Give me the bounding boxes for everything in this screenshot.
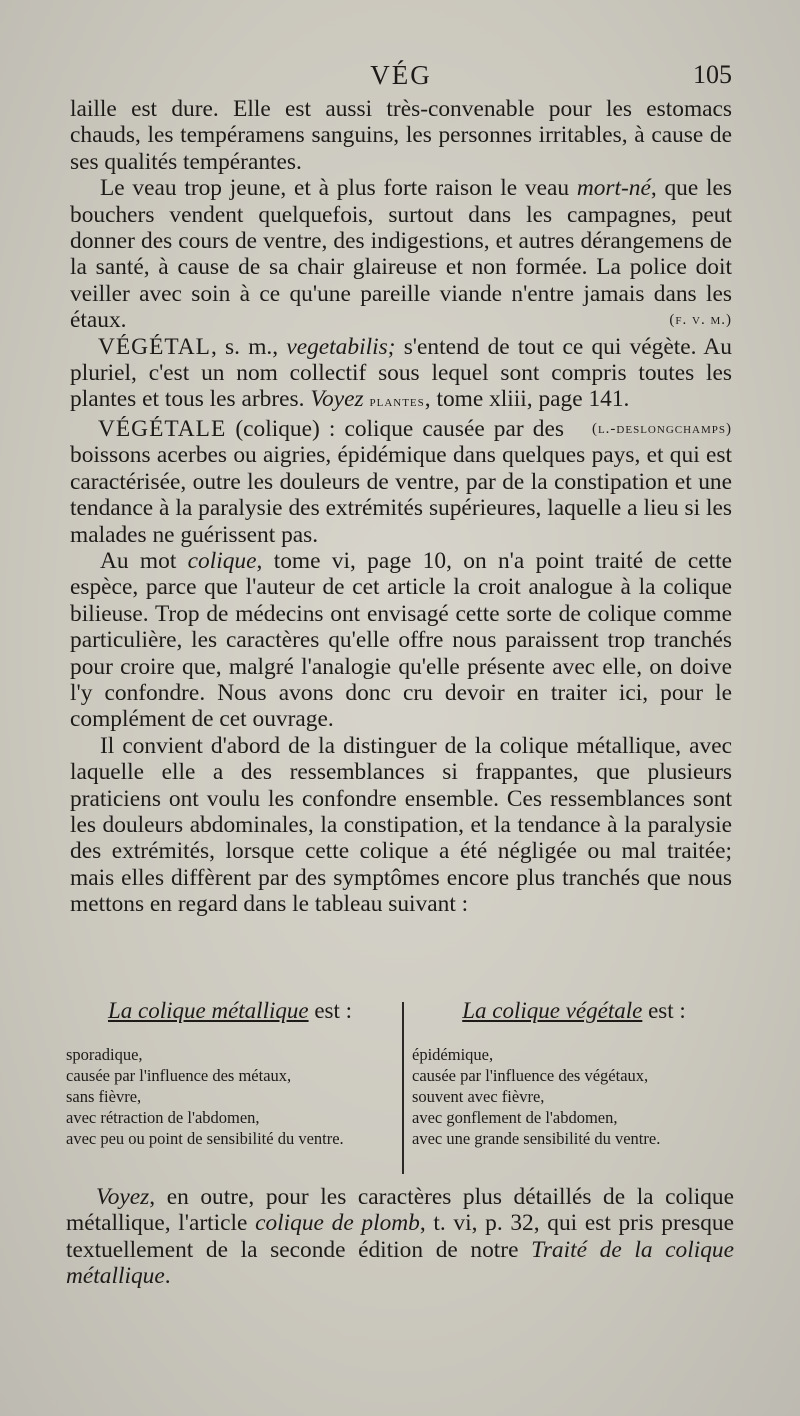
author-signature: (f. v. m.) <box>669 312 732 329</box>
italic-term: colique de plomb <box>255 1210 420 1237</box>
column-heading <box>412 998 736 1024</box>
italic-term: vegetabilis; <box>286 333 396 360</box>
paragraph-text: . <box>164 1263 171 1290</box>
paragraph-veal-young <box>70 175 732 333</box>
voyez-label: Voyez <box>96 1184 150 1210</box>
symptom-list <box>412 1044 736 1149</box>
column-heading-italic: La colique métallique <box>107 998 309 1023</box>
list-item: sporadique, <box>66 1045 143 1064</box>
entry-text: , s. m., <box>210 333 279 360</box>
paragraph-text: Au mot <box>100 547 177 574</box>
paragraph-text: , tome vi, page 10, on n'a point traité de cette espèce, parce que l'auteur de cet article la croit analogue à la colique bilieuse. Trop de médecins ont envisagé cette sorte de colique comme particulière, les caractères qu'elle offre nous paraissent trop tranchés pour croire que, malgré l'analogie qu'elle présente avec elle, on doive l'y confondre. Nous avons donc cru devoir en traiter ici, pour le complément de cet ouvrage. <box>70 547 732 733</box>
main-text <box>70 96 732 918</box>
author-signature: (l.-deslongchamps) <box>591 420 732 437</box>
comparison-table <box>66 998 736 1176</box>
entry-text: (colique) : colique causée par des boissons acerbes ou aigries, épidémique dans quelques pays, et qui est caractérisée, outre les douleurs de ventre, par de la constipation et une tendance à la paralysie des extrémités supérieures, laquelle a lieu si les malades ne guérissent pas. <box>70 415 732 548</box>
entry-text: s'entend de tout ce qui végète. Au pluriel, c'est un nom collectif sous lequel sont compris toutes les plantes et tous les arbres. <box>70 333 732 413</box>
list-item: causée par l'influence des végétaux, <box>412 1066 649 1085</box>
list-item: avec peu ou point de sensibilité du ventre. <box>66 1129 344 1148</box>
running-title: VÉG <box>370 60 432 90</box>
table-column-metallique <box>66 998 394 1149</box>
paragraph-text: Le veau trop jeune, et à plus forte raison le veau <box>100 175 570 202</box>
list-item: avec gonflement de l'abdomen, <box>412 1108 618 1127</box>
entry-headword: VÉGÉTAL <box>98 333 211 360</box>
page-header <box>70 60 732 100</box>
paragraph-au-mot <box>70 548 732 733</box>
list-item: épidémique, <box>412 1045 494 1064</box>
column-heading-suffix: est : <box>648 998 686 1023</box>
italic-term: colique <box>187 547 257 574</box>
closing-text <box>66 1184 734 1290</box>
paragraph-voyez <box>66 1184 734 1290</box>
entry-headword: VÉGÉTALE <box>98 415 227 442</box>
column-divider <box>402 1002 404 1174</box>
paragraph-veal-end: laille est dure. Elle est aussi très-convenable pour les estomacs chauds, les tempéramens sanguins, les personnes irritables, à cause de ses qualités tempérantes. <box>70 96 732 175</box>
cross-reference: plantes <box>369 393 425 411</box>
paragraph-text: , t. vi, p. 32, qui est pris presque textuellement de la seconde édition de notre <box>66 1210 734 1263</box>
entry-text: , tome xliii, page 141. <box>424 386 630 413</box>
symptom-list <box>66 1044 394 1149</box>
paragraph-text: , que les bouchers vendent quelquefois, surtout dans les campagnes, peut donner des cours de ventre, des indigestions, et autres dérangemens de la santé, à cause de sa chair glaireuse et non formée. La police doit veiller avec soin à ce qu'une pareille viande n'entre jamais dans les étaux. <box>70 175 732 334</box>
book-title: Traité de la colique métallique <box>66 1236 735 1290</box>
paragraph-distinguer: Il convient d'abord de la distinguer de la colique métallique, avec laquelle elle a des ressemblances si frappantes, que plusieurs praticiens ont voulu les confondre ensemble. Ces ressemblances sont les douleurs abdominales, la constipation, et la tendance à la paralysie des extrémités, lorsque cette colique a été négligée ou mal traitée; mais elles diffèrent par des symptômes encore plus tranchés que nous mettons en regard dans le tableau suivant : <box>70 732 732 918</box>
voyez-label: Voyez <box>310 386 364 413</box>
column-heading <box>66 998 394 1024</box>
list-item: avec rétraction de l'abdomen, <box>66 1108 260 1127</box>
list-item: causée par l'influence des métaux, <box>66 1066 292 1085</box>
column-heading-italic: La colique végétale <box>462 998 643 1023</box>
table-column-vegetale <box>412 998 736 1149</box>
page-number: 105 <box>693 60 732 89</box>
list-item: avec une grande sensibilité du ventre. <box>412 1129 661 1148</box>
list-item: sans fièvre, <box>66 1087 142 1106</box>
paragraph-text: , en outre, pour les caractères plus détaillés de la colique métallique, l'article <box>66 1184 734 1237</box>
column-heading-suffix: est : <box>314 998 353 1023</box>
italic-term: mort-né <box>576 175 651 202</box>
list-item: souvent avec fièvre, <box>412 1087 545 1106</box>
